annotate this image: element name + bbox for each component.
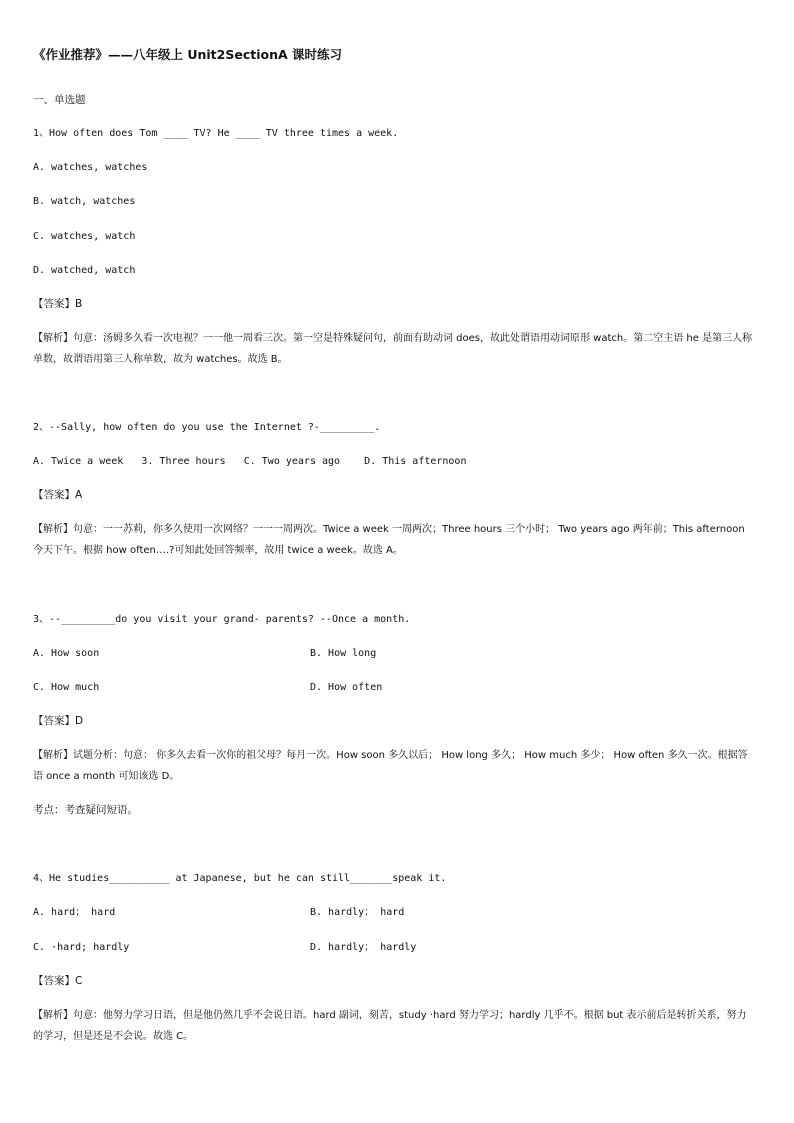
question-3-explanation: 【解析】试题分析：句意： 你多久去看一次你的祖父母？每月一次。How soon 多久以后； How long 多久； How much 多少； How often 多久一次。根据答语 once a month 可知该选 D。 <box>33 750 748 782</box>
question-4-explanation: 【解析】句意：他努力学习日语，但是他仍然几乎不会说日语。hard 副词，刻苦，study ·hard 努力学习；hardly 几乎不。根据 but 表示前后是转折关系，努力的学习，但是还是不会说。故选 C。 <box>33 1010 747 1042</box>
section-heading: 一、单选题 <box>33 94 86 106</box>
question-2-explanation: 【解析】句意：一一苏莉，你多久使用一次网络？一一一周两次。Twice a week 一周两次；Three hours 三个小时； Two years ago 两年前；This afternoon 今天下午。根据 how often….?可知此处回答频率，故用 twice a week。故选 A。 <box>33 524 745 556</box>
question-1-answer: 【答案】B <box>33 298 83 310</box>
question-1-option-b: B. watch, watches <box>33 196 136 207</box>
question-4-option-c: C. ·hard; hardly <box>33 942 130 953</box>
question-4-stem: 4、He studies__________ at Japanese, but he can still_______speak it. <box>33 873 447 884</box>
question-4-option-a: A. hard； hard <box>33 907 116 918</box>
question-3-option-b: B. How long <box>310 648 377 659</box>
question-4-option-d: D. hardly； hardly <box>310 942 417 953</box>
question-3-answer: 【答案】D <box>33 715 84 727</box>
question-1-option-a: A. watches, watches <box>33 162 148 173</box>
question-3-option-a: A. How soon <box>33 648 100 659</box>
question-4-option-b: B. hardly； hard <box>310 907 405 918</box>
question-2-options: A. Twice a week 3. Three hours C. Two years ago D. This afternoon <box>33 456 467 467</box>
question-2-answer: 【答案】A <box>33 489 83 501</box>
question-3-option-d: D. How often <box>310 682 383 693</box>
question-2-stem: 2、--Sally, how often do you use the Internet ?-_________. <box>33 422 381 433</box>
document-title: 《作业推荐》——八年级上 Unit2SectionA 课时练习 <box>33 47 343 62</box>
question-1-option-d: D. watched, watch <box>33 265 136 276</box>
question-4-answer: 【答案】C <box>33 975 83 987</box>
question-3-stem: 3、--_________do you visit your grand- parents? --Once a month. <box>33 614 411 625</box>
question-1-explanation: 【解析】句意：汤姆多久看一次电视？一一他一周看三次。第一空是特殊疑问句，前面有助动词 does，故此处谓语用动词原形 watch。第二空主语 he 是第三人称单数，故谓语用第三人称单数，故为 watches。故选 B。 <box>33 333 753 365</box>
question-1-option-c: C. watches, watch <box>33 231 136 242</box>
question-3-note: 考点：考查疑问短语。 <box>33 804 138 816</box>
question-3-option-c: C. How much <box>33 682 100 693</box>
question-1-stem: 1、How often does Tom ____ TV? He ____ TV three times a week. <box>33 128 399 139</box>
